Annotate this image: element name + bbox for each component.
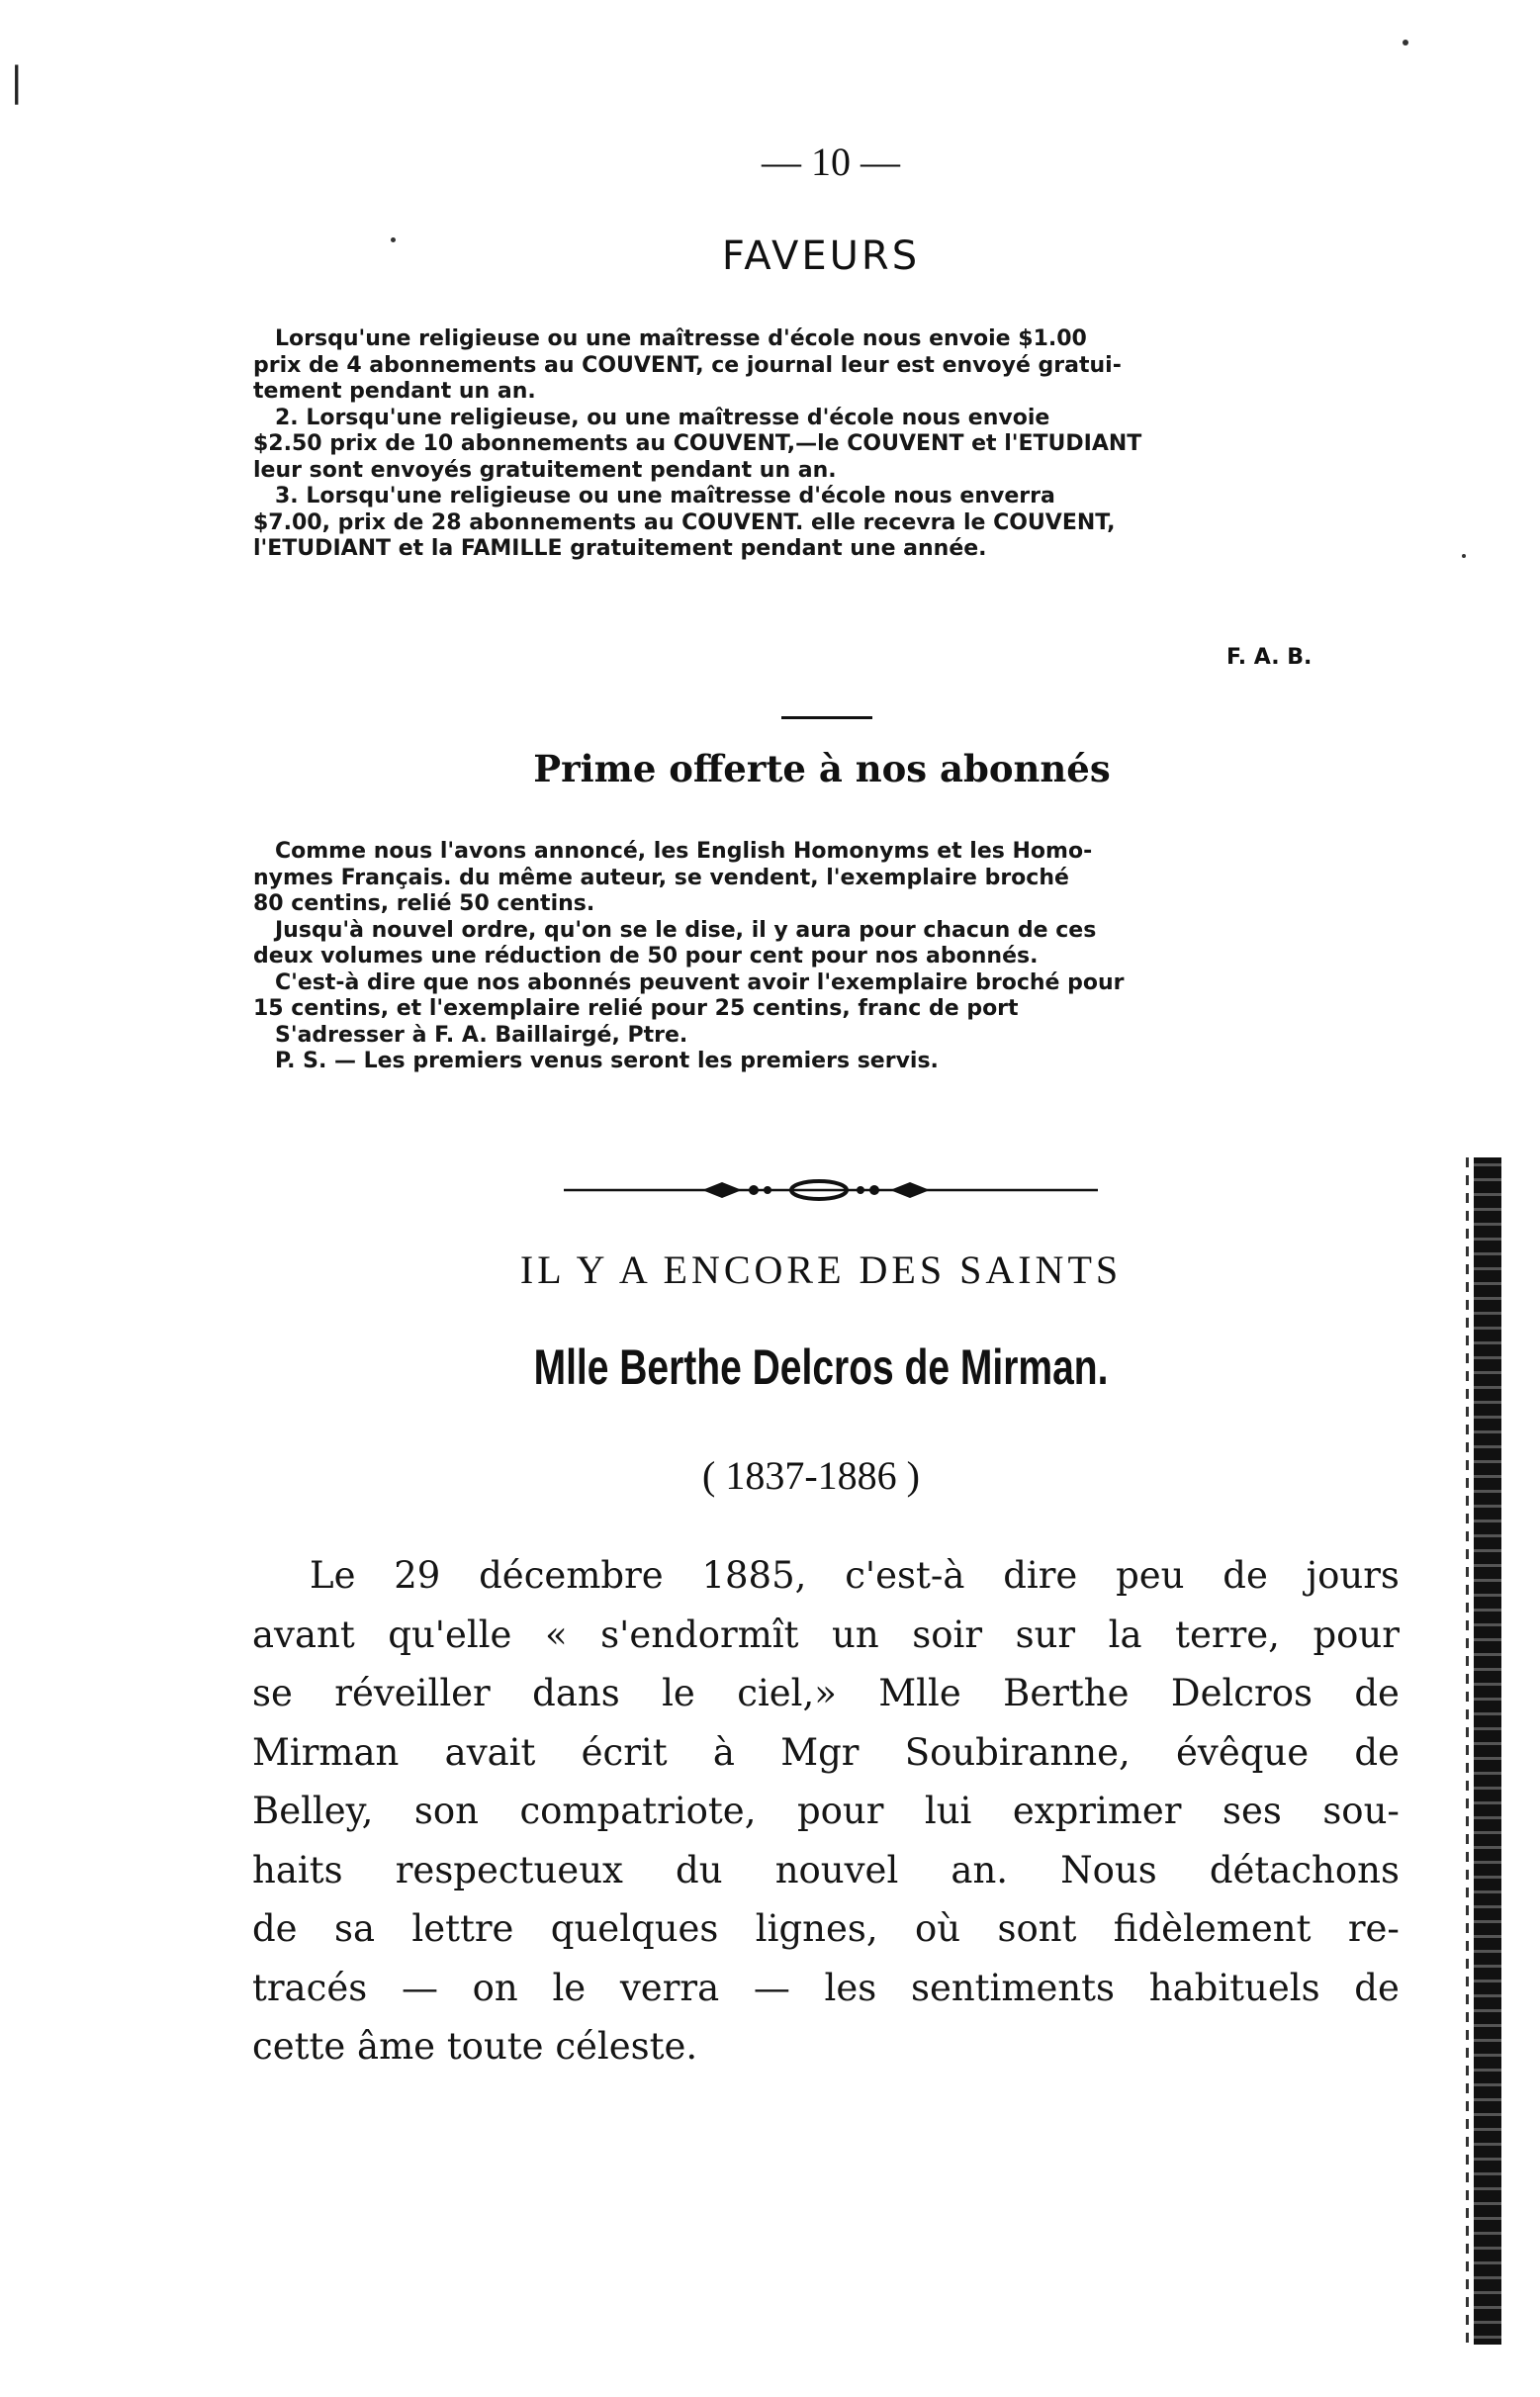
prime-line: nymes Français. du même auteur, se vendent, l'exemplaire broché	[253, 865, 1069, 890]
article-word: sou-	[1322, 1790, 1400, 1832]
article-word: lignes,	[755, 1907, 878, 1950]
article-word: quelques	[550, 1907, 719, 1950]
scan-speck	[1462, 554, 1466, 558]
article-word: ciel,»	[737, 1672, 837, 1714]
prime-line: 80 centins, relié 50 centins.	[253, 891, 595, 916]
article-word: jours	[1306, 1554, 1400, 1597]
article-word: nouvel	[774, 1848, 899, 1891]
article-word: soir	[912, 1613, 983, 1656]
article-word: un	[832, 1613, 879, 1656]
article-word: exprimer	[1012, 1790, 1182, 1832]
article-word: habituels	[1148, 1966, 1320, 2009]
article-word: sentiments	[910, 1966, 1116, 2009]
faveurs-line: 3. Lorsqu'une religieuse ou une maîtresse d'école nous enverra	[275, 484, 1055, 508]
article-word: Berthe	[1003, 1672, 1130, 1714]
article-word: compatriote,	[519, 1790, 757, 1832]
scan-binding-edge	[1474, 1157, 1501, 2345]
faveurs-line: $2.50 prix de 10 abonnements au COUVENT,—le COUVENT et l'ETUDIANT	[253, 431, 1142, 456]
section-divider	[781, 716, 872, 719]
article-word: peu	[1116, 1554, 1185, 1597]
article-word: dans	[532, 1672, 620, 1714]
faveurs-heading: FAVEURS	[721, 233, 921, 279]
article-title: Mlle Berthe Delcros de Mirman.	[533, 1339, 1109, 1395]
article-word: Nous	[1060, 1848, 1157, 1891]
article-word: lui	[924, 1790, 972, 1832]
faveurs-line: 2. Lorsqu'une religieuse, ou une maîtresse d'école nous envoie	[275, 405, 1050, 430]
article-word: réveiller	[334, 1672, 491, 1714]
article-word: pour	[1313, 1613, 1400, 1656]
prime-line: S'adresser à F. A. Baillairgé, Ptre.	[275, 1022, 688, 1048]
article-line	[252, 1841, 1400, 1900]
article-word: lettre	[411, 1907, 514, 1950]
article-word: Le	[310, 1554, 356, 1597]
article-word: Mlle	[878, 1672, 961, 1714]
article-line	[252, 1606, 1400, 1665]
article-word: Delcros	[1170, 1672, 1313, 1714]
article-word: haits	[252, 1848, 343, 1891]
scan-binding-edge	[1466, 1157, 1469, 2345]
article-word: pour	[796, 1790, 884, 1832]
article-word: —	[401, 1966, 438, 2009]
article-line	[252, 1899, 1400, 1959]
prime-line: C'est-à dire que nos abonnés peuvent avoir l'exemplaire broché pour	[275, 969, 1125, 995]
page-number: — 10 —	[762, 139, 900, 184]
faveurs-text	[253, 326, 1410, 563]
faveurs-line: $7.00, prix de 28 abonnements au COUVENT. elle recevra le COUVENT,	[253, 509, 1116, 535]
article-kicker: IL Y A ENCORE DES SAINTS	[519, 1247, 1123, 1292]
article-word: où	[914, 1907, 961, 1950]
article-line	[252, 1959, 1400, 2018]
article-word: écrit	[581, 1730, 668, 1774]
article-word: avant	[252, 1613, 355, 1656]
scan-speck	[1403, 40, 1408, 46]
article-word: avait	[444, 1730, 536, 1774]
article-word: an.	[951, 1848, 1009, 1891]
article-word: «	[544, 1613, 568, 1656]
ornamental-divider	[564, 1177, 1098, 1203]
article-word: respectueux	[395, 1848, 623, 1891]
article-word: détachons	[1209, 1848, 1400, 1891]
article-word: sa	[333, 1907, 375, 1950]
article-word: Mgr	[780, 1730, 860, 1774]
article-dates: ( 1837-1886 )	[702, 1453, 920, 1498]
article-word: dire	[1003, 1554, 1078, 1597]
article-word: de	[1354, 1730, 1400, 1774]
article-word: Belley,	[252, 1790, 374, 1832]
prime-line: Jusqu'à nouvel ordre, qu'on se le dise, il y aura pour chacun de ces	[275, 917, 1097, 943]
article-word: Soubiranne,	[904, 1730, 1131, 1774]
faveurs-line: l'ETUDIANT et la FAMILLE gratuitement pendant une année.	[253, 536, 987, 561]
faveurs-signature: F. A. B.	[1226, 645, 1313, 670]
article-word: verra	[619, 1966, 720, 2009]
article-word: à	[712, 1730, 735, 1774]
article-word: son	[413, 1790, 479, 1832]
article-word: sur	[1015, 1613, 1076, 1656]
prime-text	[253, 839, 1410, 1075]
faveurs-line: leur sont envoyés gratuitement pendant un an.	[253, 457, 837, 483]
article-word: qu'elle	[388, 1613, 512, 1656]
faveurs-line: prix de 4 abonnements au COUVENT, ce journal leur est envoyé gratui-	[253, 352, 1122, 378]
faveurs-line: Lorsqu'une religieuse ou une maîtresse d'école nous envoie $1.00	[275, 326, 1087, 351]
article-word: sont	[997, 1907, 1077, 1950]
article-word: s'endormît	[600, 1613, 799, 1656]
article-word: de	[252, 1907, 298, 1950]
article-word: les	[824, 1966, 877, 2009]
article-word: du	[676, 1848, 723, 1891]
article-word: fidèlement	[1113, 1907, 1312, 1950]
prime-heading: Prime offerte à nos abonnés	[533, 747, 1111, 790]
article-body	[252, 1546, 1400, 2076]
article-word: le	[662, 1672, 695, 1714]
article-word: tracés	[252, 1966, 368, 2009]
article-word: re-	[1347, 1907, 1400, 1950]
prime-line: deux volumes une réduction de 50 pour cent pour nos abonnés.	[253, 944, 1039, 968]
article-word: le	[552, 1966, 587, 2009]
article-word: 1885,	[701, 1554, 807, 1597]
article-word: décembre	[479, 1554, 664, 1597]
article-line	[252, 1723, 1400, 1783]
article-word: de	[1223, 1554, 1268, 1597]
article-word: se	[252, 1672, 293, 1714]
article-word: évêque	[1176, 1730, 1310, 1774]
article-word: ses	[1222, 1790, 1282, 1832]
article-word: Mirman	[252, 1730, 400, 1774]
article-word: c'est-à	[845, 1554, 965, 1597]
scan-edge-mark: |	[10, 59, 24, 105]
article-word: la	[1108, 1613, 1142, 1656]
article-word: on	[472, 1966, 518, 2009]
faveurs-line: tement pendant un an.	[253, 379, 536, 404]
article-word: terre,	[1175, 1613, 1280, 1656]
article-word: de	[1354, 1966, 1400, 2009]
article-line: cette âme toute céleste.	[252, 2025, 698, 2068]
article-line	[252, 1782, 1400, 1841]
article-word: 29	[394, 1554, 441, 1597]
article-word: —	[753, 1966, 790, 2009]
prime-line: P. S. — Les premiers venus seront les premiers servis.	[275, 1049, 939, 1073]
article-line	[252, 1664, 1400, 1723]
article-line	[252, 1546, 1400, 1606]
prime-line: 15 centins, et l'exemplaire relié pour 25 centins, franc de port	[253, 996, 1019, 1021]
prime-line: Comme nous l'avons annoncé, les English Homonyms et les Homo-	[275, 839, 1093, 864]
article-word: de	[1354, 1672, 1400, 1714]
